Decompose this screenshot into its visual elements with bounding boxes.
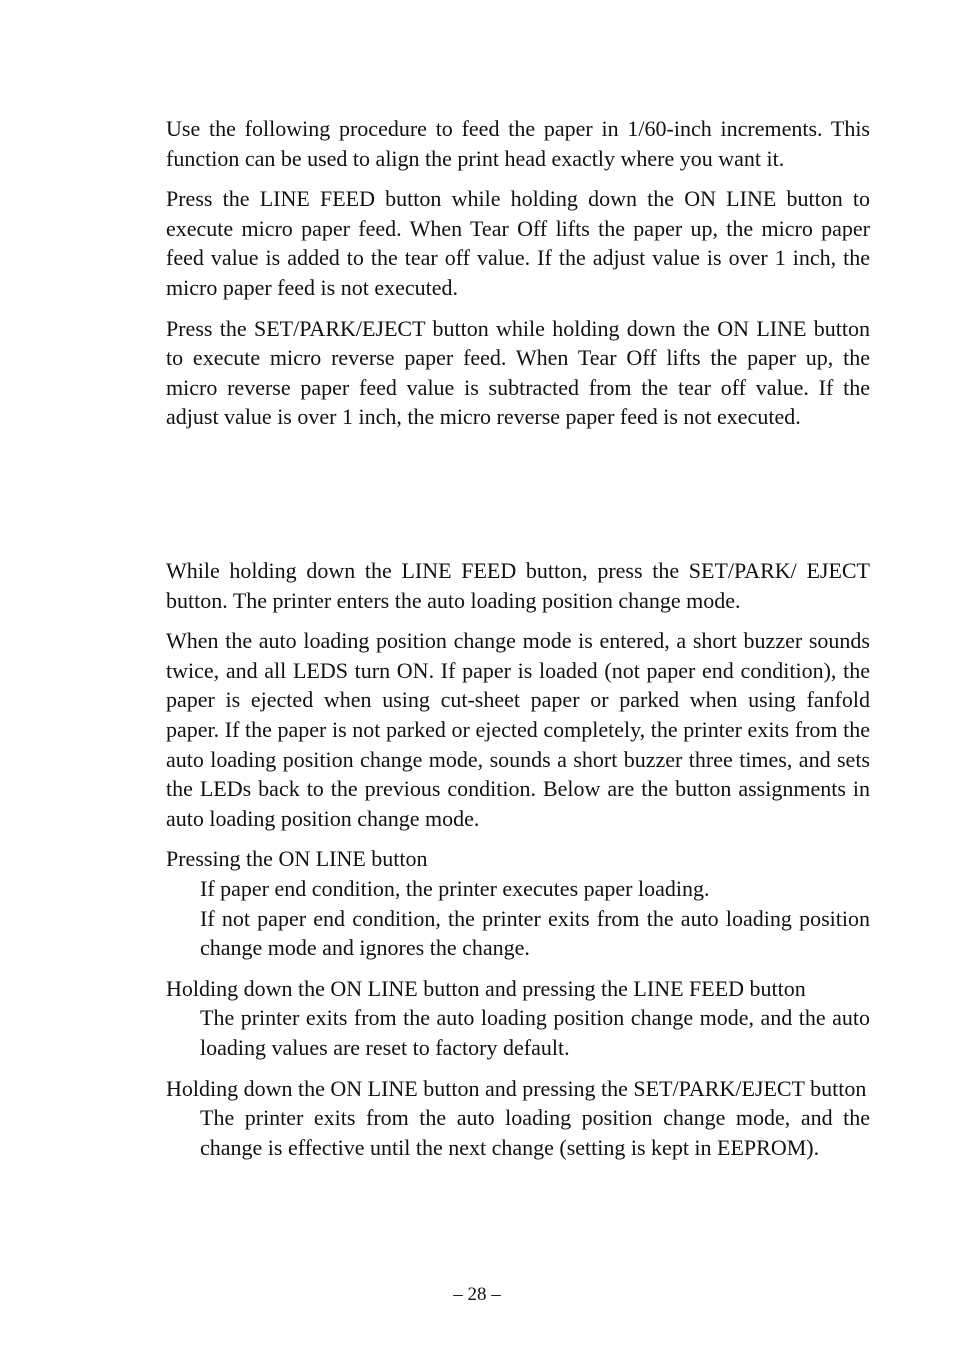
body-paragraph: While holding down the LINE FEED button, press the SET/PARK/ EJECT button. The printer enters the auto loading position change mode.: [166, 558, 870, 613]
page-number: – 28 –: [453, 1284, 501, 1305]
micro-feed-section: [166, 114, 870, 432]
assignment-action: Holding down the ON LINE button and pressing the SET/PARK/EJECT button: [166, 1075, 867, 1101]
body-paragraph: Press the LINE FEED button while holding down the ON LINE button to execute micro paper feed. When Tear Off lifts the paper up, the micro paper feed value is added to the tear off value. If the adjust value is over 1 inch, the micro paper feed is not executed.: [166, 186, 870, 300]
assignment-action: Holding down the ON LINE button and pressing the LINE FEED button: [166, 975, 806, 1001]
assignment-item: [166, 844, 870, 962]
body-paragraph: Press the SET/PARK/EJECT button while holding down the ON LINE button to execute micro reverse paper feed. When Tear Off lifts the paper up, the micro reverse paper feed value is subtracted from the tear off value. If the adjust value is over 1 inch, the micro reverse paper feed is not executed.: [166, 315, 870, 430]
assignment-item: [166, 974, 870, 1063]
assignment-action: Pressing the ON LINE button: [166, 846, 428, 872]
assignment-result: If not paper end condition, the printer exits from the auto loading position change mode and ignores the change.: [200, 905, 870, 961]
assignment-result: The printer exits from the auto loading position change mode, and the auto loading values are reset to factory default.: [200, 1005, 870, 1060]
body-paragraph: Use the following procedure to feed the paper in 1/60-inch increments. This function can be used to align the print head exactly where you want it.: [166, 116, 870, 171]
assignment-item: [166, 1074, 870, 1163]
assignment-result: If paper end condition, the printer executes paper loading.: [200, 875, 710, 901]
auto-loading-section: [166, 556, 870, 1162]
assignment-result: The printer exits from the auto loading position change mode, and the change is effective until the next change (setting is kept in EEPROM).: [200, 1105, 870, 1160]
body-paragraph: When the auto loading position change mode is entered, a short buzzer sounds twice, and all LEDS turn ON. If paper is loaded (not paper end condition), the paper is ejected when using cut-sheet paper or parked when using fanfold paper. If the paper is not parked or ejected completely, the printer exits from the auto loading position change mode, sounds a short buzzer three times, and sets the LEDs back to the previous condition. Below are the button assignments in auto loading position change mode.: [166, 628, 870, 831]
